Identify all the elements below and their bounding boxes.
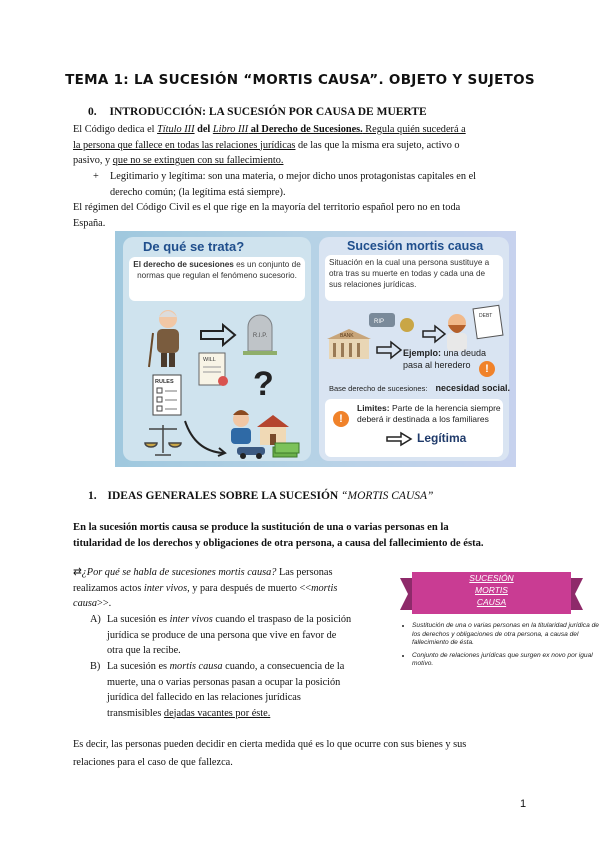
text-run: inter vivos, <box>143 582 190 594</box>
scale-icon <box>145 425 181 455</box>
heir-man-icon <box>447 314 467 351</box>
rip-text: R.I.P. <box>252 333 268 339</box>
left-panel-text <box>129 257 305 301</box>
alert-icon: ! <box>333 411 349 427</box>
will-document-icon <box>199 353 228 386</box>
section-title: IDEAS GENERALES SOBRE LA SUCESIÓN <box>107 490 342 502</box>
right-panel <box>319 237 509 461</box>
conclusion-paragraph <box>73 737 466 770</box>
text-run: pasa al heredero <box>403 360 471 370</box>
mortis-causa-banner <box>398 570 585 618</box>
banner-title-line: CAUSA <box>476 597 507 607</box>
list-line: jurídica se produce de una persona que vive en favor de <box>107 629 337 641</box>
arrow-icon <box>385 431 413 447</box>
text-run: causa <box>73 598 98 609</box>
inheritance-illustration <box>123 303 311 461</box>
text-run: Base derecho de sucesiones: <box>329 384 428 393</box>
text-run: mortis <box>311 582 338 594</box>
page-number: 1 <box>520 798 527 810</box>
paragraph-line: España. <box>73 217 106 229</box>
money-icon <box>273 443 299 457</box>
right-panel-text: Situación en la cual una persona sustituye a otra tras su muerte en todas y cada una de sus relaciones jurídicas. <box>325 255 503 301</box>
list-marker-b: B) <box>90 661 101 672</box>
text-run: cuando el traspaso de la posición <box>212 614 352 625</box>
banner-bullets <box>396 622 600 669</box>
list-line: jurídica del fallecido en las relaciones jurídicas <box>107 692 301 703</box>
banner-bullet: • Sustitución de una o varias personas en la titularidad jurídica de los derechos y obligaciones de otra persona, a causa del fallecimiento de ésta. <box>412 622 600 648</box>
text-run: Las personas <box>276 567 333 578</box>
definition-line: titularidad de los derechos y obligaciones de otra persona, a causa del fallecimiento de ésta. <box>73 537 484 549</box>
text-run: Regula quién sucederá a <box>362 124 466 135</box>
list-item-a <box>107 612 351 659</box>
list-line: muerte, una o varias personas pasan a ocupar la posición <box>107 676 341 688</box>
left-panel-title: De qué se trata? <box>143 239 245 254</box>
text-run: pasivo, y <box>73 155 113 166</box>
text-run: la persona que fallece en todas las relaciones jurídicas <box>73 139 296 151</box>
definition-line: En la sucesión mortis causa se produce la sustitución de una o varias personas en la <box>73 522 449 533</box>
swap-icon: ⇄ <box>73 567 82 578</box>
text-run: del <box>194 124 213 135</box>
arrow-icon <box>201 325 235 345</box>
section-title: INTRODUCCIÓN: LA SUCESIÓN POR CAUSA DE MUERTE <box>109 106 427 118</box>
base-text <box>329 383 510 393</box>
text-run: inter vivos <box>169 614 213 625</box>
coffin-icon <box>369 313 395 327</box>
text-run: La sucesión es <box>107 614 170 625</box>
text-run: de las que la misma era sujeto, activo o <box>295 139 460 151</box>
text-run: ¿Por qué se habla de sucesiones mortis causa? <box>81 567 277 578</box>
section-number: 0. <box>88 106 97 118</box>
text-run: Libro III <box>212 124 249 135</box>
list-marker-a: A) <box>90 614 101 625</box>
text-run: realizamos actos <box>73 582 144 594</box>
text-run: dejadas vacantes por éste. <box>163 707 271 719</box>
house-icon <box>257 415 289 445</box>
example-text <box>403 347 486 371</box>
banner-title-line: MORTIS <box>475 585 508 595</box>
rules-list-icon <box>153 375 181 415</box>
banner-title <box>412 572 571 608</box>
text-run: mortis causa <box>169 661 223 672</box>
text-run: >>. <box>97 598 112 609</box>
banner-title-line: SUCESIÓN <box>469 573 514 583</box>
bullet-text <box>110 169 530 200</box>
intro-paragraph <box>73 122 533 169</box>
heir-man-icon <box>231 410 251 444</box>
section-1-heading <box>88 490 433 502</box>
paragraph-line: El régimen del Código Civil es el que rige en la mayoría del territorio español pero no en toda <box>73 202 461 213</box>
text-run: que no se extinguen con su fallecimiento. <box>112 155 284 166</box>
text-run: una deuda <box>441 348 487 358</box>
text-run: deberá ir destinada a los familiares <box>357 414 489 424</box>
tombstone-icon <box>243 315 277 355</box>
list-item-b <box>107 659 344 721</box>
bullet-marker: + <box>93 171 99 182</box>
section-number: 1. <box>88 490 97 502</box>
list-line: otra que la recibe. <box>107 645 181 656</box>
text-run: El derecho de sucesiones <box>133 260 234 269</box>
page-title: TEMA 1: LA SUCESIÓN “MORTIS CAUSA”. OBJETO Y SUJETOS <box>65 72 535 88</box>
car-icon <box>237 447 265 459</box>
regime-paragraph <box>73 200 460 231</box>
limits-text <box>357 403 501 425</box>
right-panel-title: Sucesión mortis causa <box>347 239 484 253</box>
left-panel <box>123 237 311 461</box>
will-text: WILL <box>203 357 216 363</box>
paragraph-line: Es decir, las personas pueden decidir en cierta medida qué es lo que ocurre con sus bienes y sus <box>73 739 467 750</box>
bullet-line: derecho común; (la legítima está siempre). <box>110 186 286 198</box>
question-paragraph <box>73 565 393 612</box>
paragraph-line: relaciones para el caso de que fallezca. <box>73 756 233 768</box>
debt-text: DEBT <box>479 313 493 319</box>
bullet-line: Legitimario y legítima: son una materia, o mejor dicho unos protagonistas capitales en el <box>110 171 477 182</box>
text-run: La sucesión es <box>107 661 170 672</box>
text-run: al Derecho de Sucesiones. <box>248 124 363 135</box>
text-run: transmisibles <box>107 707 164 719</box>
bank-text: BANK <box>340 333 354 339</box>
old-man-icon <box>149 310 179 367</box>
text-run: necesidad social. <box>435 383 511 393</box>
section-title-italic: “MORTIS CAUSA” <box>341 490 434 502</box>
section-0-heading <box>88 106 427 118</box>
arrow-icon <box>423 326 445 342</box>
money-bag-icon <box>400 318 414 332</box>
debt-document-icon <box>473 305 503 338</box>
rip-text: RIP <box>374 319 385 325</box>
bank-icon <box>327 329 371 359</box>
alert-icon: ! <box>479 361 495 377</box>
curved-arrow-icon <box>185 421 223 453</box>
text-run: Parte de la herencia siempre <box>389 403 501 413</box>
text-run: Limites: <box>357 403 390 413</box>
arrow-icon <box>377 342 401 358</box>
text-run: Ejemplo: <box>403 348 442 358</box>
text-run: y para después de muerto << <box>189 582 312 594</box>
rules-text: RULES <box>155 379 174 385</box>
text-run: Título III <box>157 124 195 135</box>
definition-text <box>73 520 484 551</box>
question-mark-icon: ? <box>253 365 274 403</box>
limits-box <box>325 399 503 457</box>
text-run: cuando, a consecuencia de la <box>222 661 345 672</box>
legitima-label: Legítima <box>417 431 467 445</box>
text-run: El Código dedica el <box>73 124 158 135</box>
text-run: es un conjunto de normas que regulan el fenómeno sucesorio. <box>137 260 301 280</box>
infographic <box>115 231 516 467</box>
banner-bullet: • Conjunto de relaciones jurídicas que surgen ex novo por igual motivo. <box>412 652 600 669</box>
